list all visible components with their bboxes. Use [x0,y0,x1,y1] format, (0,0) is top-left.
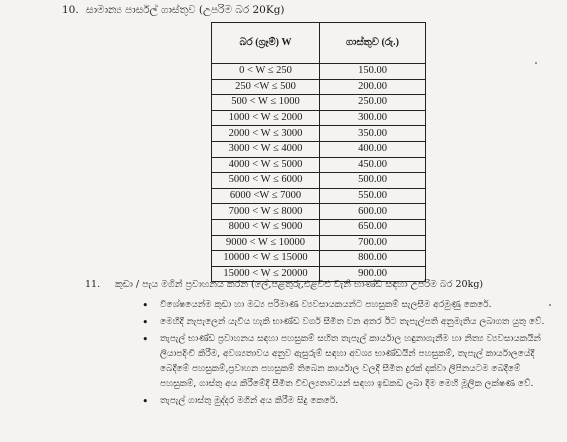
table-row [212,126,426,142]
charge-cell: 800.00 [320,251,426,267]
weight-range-cell: 9000 < W ≤ 10000 [212,235,320,251]
weight-range-cell: 15000 < W ≤ 20000 [212,266,320,282]
section-11-heading [85,279,483,290]
weight-range-cell: 3000 < W ≤ 4000 [212,141,320,157]
table-row [212,251,426,267]
table-row [212,188,426,204]
charge-cell: 250.00 [320,95,426,111]
section-10-title: සාමාන්‍ය පාර්සල් ගාස්තුව (උපරිම බර 20Kg) [86,4,285,16]
table-row [212,141,426,157]
section-11-bullet-list [140,298,555,411]
charge-cell: 650.00 [320,219,426,235]
list-item: • තැපැල් භාණ්ඩ ප්‍රවාහනය සඳහා පහසුකම් සහිත තැපැල් කාර්යාල හඳුනාගැනීම හා නිත්‍ය ව්‍යවසායකයින් ලියාපදිංචි කිරීම, අවශ්‍යතාවය අනුව ඇසුරුම් සඳහා අවශ්‍ය භාණ්ඩයින් පහසුකම්, තැපැල් කාර්යාලයේදී බෙදීමේ පහසුකම්,ප්‍රවාහන පහසුකම් තිබෙන කාර්යාල වලදී සීමිත දුරක් දක්වා ලිපිනයටම බෙදීමේ පහසුකම්, ගාස්තු අය කිරීමේදී සීමිත විචල්‍යතාවයන් සඳහා ඉඩකඩ ලබා දීම මෙහි මූලික ලක්ෂණ වේ. [140,332,555,392]
section-10-heading [62,4,285,17]
table-row [212,79,426,95]
charge-cell: 300.00 [320,110,426,126]
weight-range-cell: 10000 < W ≤ 15000 [212,251,320,267]
table-row [212,235,426,251]
charge-cell: 900.00 [320,266,426,282]
weight-column-header: බර (ග්‍රෑම්) W [212,23,320,64]
table-row [212,204,426,220]
charge-cell: 500.00 [320,173,426,189]
list-item: • තැපැල් ගාස්තු මුද්දර මගින් අය කිරීම සිදු කෙරේ. [140,394,555,409]
table-header-row [212,23,426,64]
list-item: • මෙහිදී නැපැලෙන් යැවිය හැකි භාණ්ඩ වර්ග සීමිත වන අතර ඊට තැපැල්පති අනුමැතිය ලබාගත යුතු වේ. [140,315,555,330]
weight-range-cell: 0 < W ≤ 250 [212,64,320,80]
table-row [212,95,426,111]
section-10-number: 10. [62,4,79,16]
charge-cell: 350.00 [320,126,426,142]
scan-speck [535,62,537,64]
parcel-rate-table [211,22,426,282]
table-row [212,173,426,189]
scan-speck [549,304,551,306]
weight-range-cell: 7000 < W ≤ 8000 [212,204,320,220]
table-row [212,64,426,80]
weight-range-cell: 5000 < W ≤ 6000 [212,173,320,189]
charge-cell: 200.00 [320,79,426,95]
table-row [212,110,426,126]
weight-range-cell: 500 < W ≤ 1000 [212,95,320,111]
weight-range-cell: 4000 < W ≤ 5000 [212,157,320,173]
charge-cell: 550.00 [320,188,426,204]
section-11-title: කුඩා / පැය මගින් ප්‍රවාහනය කරන (ලේ,පළතුරු,එළවළු වැනි භාණ්ඩ සඳහා උපරිම බර 20kg) [115,279,484,290]
rate-table-body [212,64,426,282]
charge-cell: 150.00 [320,64,426,80]
charge-column-header: ගාස්තුව (රු.) [320,23,426,64]
weight-range-cell: 1000 < W ≤ 2000 [212,110,320,126]
weight-range-cell: 2000 < W ≤ 3000 [212,126,320,142]
weight-range-cell: 250 <W ≤ 500 [212,79,320,95]
weight-range-cell: 8000 < W ≤ 9000 [212,219,320,235]
weight-range-cell: 6000 <W ≤ 7000 [212,188,320,204]
charge-cell: 700.00 [320,235,426,251]
charge-cell: 450.00 [320,157,426,173]
charge-cell: 600.00 [320,204,426,220]
table-row [212,157,426,173]
charge-cell: 400.00 [320,141,426,157]
table-row [212,219,426,235]
section-11-number: 11. [85,279,101,290]
list-item: • විශේෂයෙන්ම කුඩා හා මධ්‍ය පරිමාණ ව්‍යවසායකයන්ට පහසුකම් සැලසීම අරමුණු කෙරේ. [140,298,555,313]
